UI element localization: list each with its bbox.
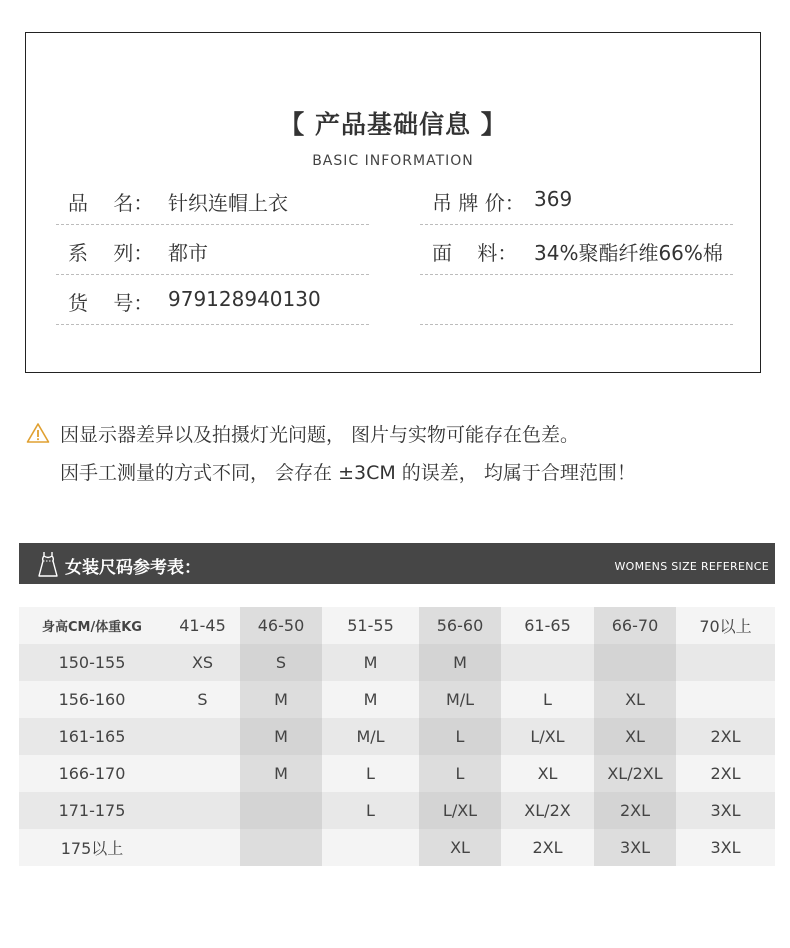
table-row (19, 755, 775, 792)
info-value: 369 (534, 187, 573, 211)
table-cell (676, 644, 775, 681)
info-subtitle: BASIC INFORMATION (312, 153, 474, 169)
table-cell: XL/2X (501, 792, 594, 829)
table-cell (594, 644, 676, 681)
table-cell (165, 755, 240, 792)
table-cell: S (240, 644, 322, 681)
table-cell (165, 829, 240, 866)
table-cell (240, 829, 322, 866)
table-cell: M (240, 681, 322, 718)
table-cell: 2XL (501, 829, 594, 866)
table-header-cell: 51-55 (322, 607, 419, 644)
table-cell: 2XL (676, 755, 775, 792)
size-section-subtitle: WOMENS SIZE REFERENCE (614, 560, 769, 573)
table-cell (240, 792, 322, 829)
table-header-cell: 70以上 (676, 607, 775, 644)
table-cell: 3XL (676, 829, 775, 866)
info-row-item-no (56, 275, 369, 325)
table-cell: L (322, 755, 419, 792)
table-header-cell: 66-70 (594, 607, 676, 644)
table-cell: M (240, 718, 322, 755)
info-label: 货 号： (68, 291, 154, 315)
table-header-cell: 身高CM/体重KG (19, 607, 165, 644)
info-row-empty (420, 275, 733, 325)
warning-icon (26, 422, 50, 444)
info-label: 系 列： (68, 241, 154, 265)
info-row-name (56, 175, 369, 225)
info-value: 34%聚酯纤维66%棉 (534, 241, 723, 265)
table-cell: XL (594, 681, 676, 718)
table-cell: 156-160 (19, 681, 165, 718)
size-section-header (19, 543, 775, 584)
table-cell (322, 829, 419, 866)
table-row (19, 792, 775, 829)
table-cell: M (240, 755, 322, 792)
table-cell: 2XL (594, 792, 676, 829)
info-row-fabric (420, 225, 733, 275)
table-cell: L (419, 755, 501, 792)
table-header-cell: 41-45 (165, 607, 240, 644)
info-value: 针织连帽上衣 (168, 191, 288, 215)
table-cell: 3XL (676, 792, 775, 829)
table-cell: M/L (419, 681, 501, 718)
table-cell (165, 718, 240, 755)
table-row (19, 644, 775, 681)
table-cell: XL (501, 755, 594, 792)
size-table (19, 607, 775, 866)
table-cell: M (419, 644, 501, 681)
table-cell: XL/2XL (594, 755, 676, 792)
info-value: 979128940130 (168, 287, 321, 311)
info-title: 【 产品基础信息 】 (279, 110, 507, 139)
table-row (19, 718, 775, 755)
table-cell: S (165, 681, 240, 718)
product-info-box (25, 32, 761, 373)
table-cell: 175以上 (19, 829, 165, 866)
table-header-cell: 46-50 (240, 607, 322, 644)
info-label: 面 料： (432, 241, 518, 265)
table-cell: XL (419, 829, 501, 866)
notice-line-1: 因显示器差异以及拍摄灯光问题， 图片与实物可能存在色差。 (60, 424, 580, 446)
table-cell: 161-165 (19, 718, 165, 755)
table-row (19, 681, 775, 718)
info-value: 都市 (168, 241, 208, 265)
info-label: 品 名： (68, 191, 154, 215)
table-cell: L (419, 718, 501, 755)
table-cell (676, 681, 775, 718)
table-cell: L (501, 681, 594, 718)
table-cell (165, 792, 240, 829)
notice-line-2: 因手工测量的方式不同， 会存在 ±3CM 的误差， 均属于合理范围！ (60, 462, 636, 484)
size-section-title: 女装尺码参考表： (65, 558, 201, 578)
table-cell: XL (594, 718, 676, 755)
table-cell: L/XL (501, 718, 594, 755)
table-row (19, 829, 775, 866)
table-cell (501, 644, 594, 681)
table-cell: L (322, 792, 419, 829)
info-label: 吊 牌 价： (432, 191, 525, 215)
table-cell: M (322, 644, 419, 681)
table-header-row (19, 607, 775, 644)
table-cell: 3XL (594, 829, 676, 866)
table-cell: M/L (322, 718, 419, 755)
info-row-price (420, 175, 733, 225)
table-cell: 166-170 (19, 755, 165, 792)
table-cell: 2XL (676, 718, 775, 755)
table-header-cell: 56-60 (419, 607, 501, 644)
table-cell: L/XL (419, 792, 501, 829)
table-cell: M (322, 681, 419, 718)
table-header-cell: 61-65 (501, 607, 594, 644)
info-row-series (56, 225, 369, 275)
table-cell: XS (165, 644, 240, 681)
table-cell: 171-175 (19, 792, 165, 829)
table-cell: 150-155 (19, 644, 165, 681)
dress-icon (37, 551, 59, 577)
